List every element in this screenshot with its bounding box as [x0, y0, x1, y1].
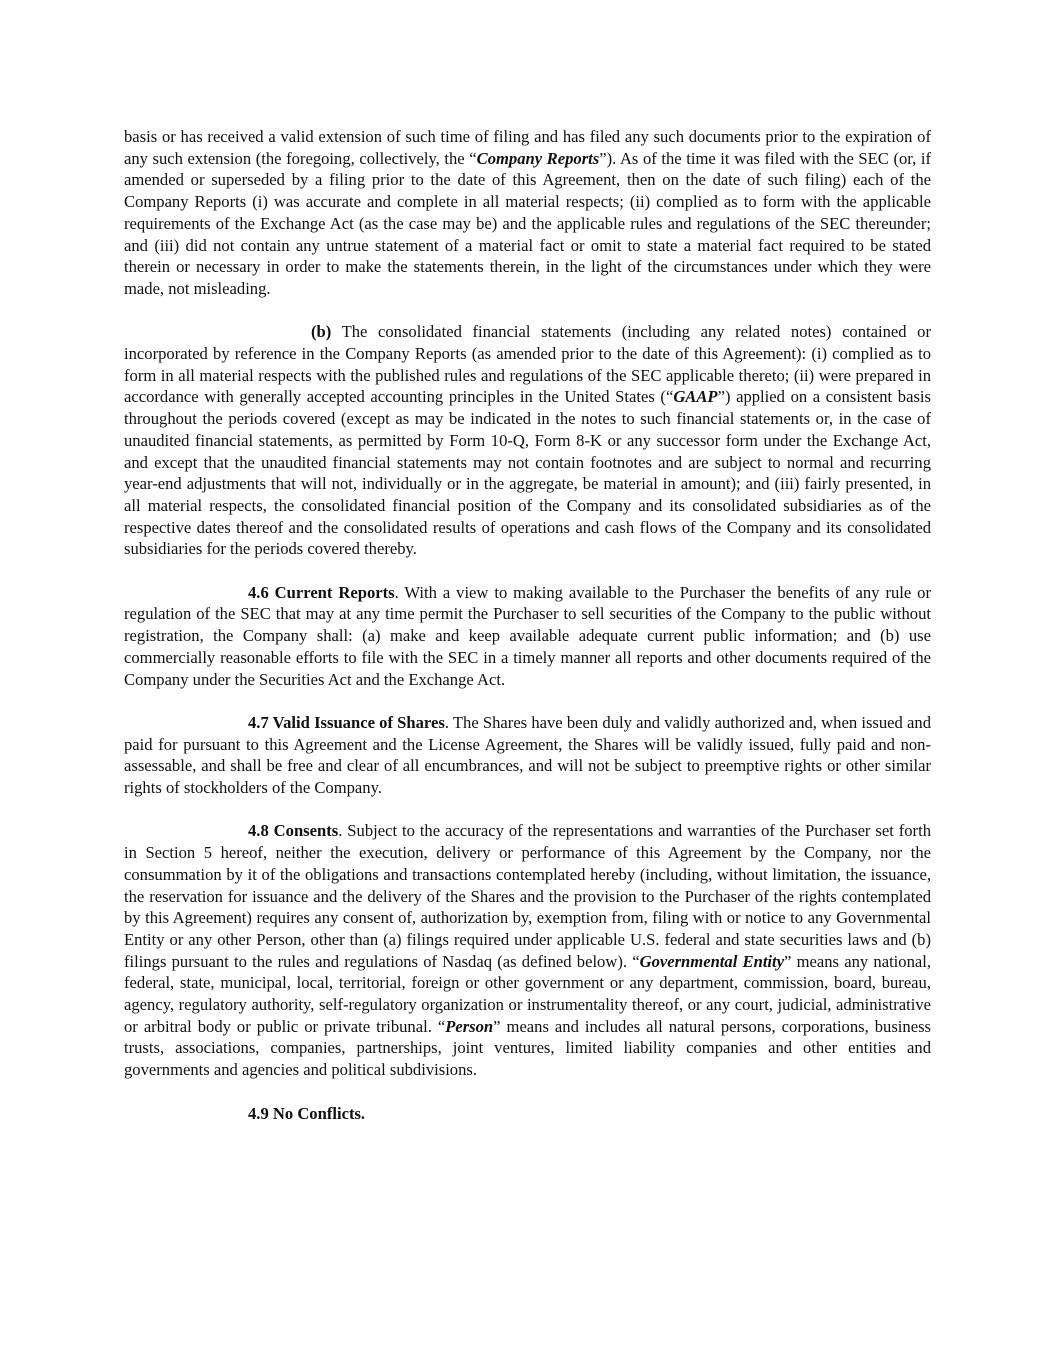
defined-term-person: Person [445, 1016, 494, 1036]
document-body [124, 126, 931, 1146]
section-heading: 4.9 No Conflicts. [248, 1103, 366, 1123]
section-heading: 4.6 Current Reports [248, 582, 395, 602]
subsection-label: (b) [311, 322, 332, 342]
paragraph-financial-statements: (b) The consolidated financial statements (including any related notes) contained or incorporated by reference in the Company Reports (as amended prior to the date of this Agreement): (i) complied as to form in all material respects with the published rules and regulations of the SEC applicable thereto; (ii) were prepared in accordance with generally accepted accounting principles in the United States (“GAAP”) applied on a consistent basis throughout the periods covered (except as may be indicated in the notes to such financial statements or, in the case of unaudited financial statements, as permitted by Form 10-Q, Form 8-K or any successor form under the Exchange Act, and except that the unaudited financial statements may not contain footnotes and are subject to normal and recurring year-end adjustments that will not, individually or in the aggregate, be material in amount); and (iii) fairly presented, in all material respects, the consolidated financial position of the Company and its consolidated subsidiaries as of the respective dates thereof and the consolidated results of operations and cash flows of the Company and its consolidated subsidiaries for the periods covered thereby. [124, 322, 931, 559]
section-heading: 4.7 Valid Issuance of Shares [248, 712, 445, 732]
section-4-6: 4.6 Current Reports. With a view to making available to the Purchaser the benefits of any rule or regulation of the SEC that may at any time permit the Purchaser to sell securities of the Company to the public without registration, the Company shall: (a) make and keep available adequate current public information; and (b) use commercially reasonable efforts to file with the SEC in a timely manner all reports and other documents required of the Company under the Securities Act and the Exchange Act. [124, 582, 931, 689]
paragraph-company-reports: basis or has received a valid extension of such time of filing and has filed any such documents prior to the expiration of any such extension (the foregoing, collectively, the “Company Reports”). As of the time it was filed with the SEC (or, if amended or superseded by a filing prior to the date of this Agreement, then on the date of such filing) each of the Company Reports (i) was accurate and complete in all material respects; (ii) complied as to form with the applicable requirements of the Exchange Act (as the case may be) and the applicable rules and regulations of the SEC thereunder; and (iii) did not contain any untrue statement of a material fact or omit to state a material fact required to be stated therein or necessary in order to make the statements therein, in the light of the circumstances under which they were made, not misleading. [124, 127, 931, 298]
defined-term-gaap: GAAP [673, 387, 718, 407]
section-4-9 [124, 1103, 931, 1125]
section-4-8: 4.8 Consents. Subject to the accuracy of the representations and warranties of the Purchaser set forth in Section 5 hereof, neither the execution, delivery or performance of this Agreement by the Company, nor the consummation by it of the obligations and transactions contemplated hereby (including, without limitation, the issuance, the reservation for issuance and the delivery of the Shares and the provision to the Purchaser of the rights contemplated by this Agreement) requires any consent of, authorization by, exemption from, filing with or notice to any Governmental Entity or any other Person, other than (a) filings required under applicable U.S. federal and state securities laws and (b) filings pursuant to the rules and regulations of Nasdaq (as defined below). “Governmental Entity” means any national, federal, state, municipal, local, territorial, foreign or other government or any department, commission, board, bureau, agency, regulatory authority, self-regulatory organization or instrumentality thereof, or any court, judicial, administrative or arbitral body or public or private tribunal. “Person” means and includes all natural persons, corporations, business trusts, associations, companies, partnerships, joint ventures, limited liability companies and other entities and governments and agencies and political subdivisions. [124, 821, 932, 1080]
defined-term-company-reports: Company Reports [476, 148, 600, 168]
section-4-7: 4.7 Valid Issuance of Shares. The Shares have been duly and validly authorized and, when issued and paid for pursuant to this Agreement and the License Agreement, the Shares will be validly issued, fully paid and non-assessable, and shall be free and clear of all encumbrances, and will not be subject to preemptive rights or other similar rights of stockholders of the Company. [124, 712, 931, 798]
defined-term-governmental-entity: Governmental Entity [639, 951, 785, 971]
section-heading: 4.8 Consents [248, 821, 339, 841]
